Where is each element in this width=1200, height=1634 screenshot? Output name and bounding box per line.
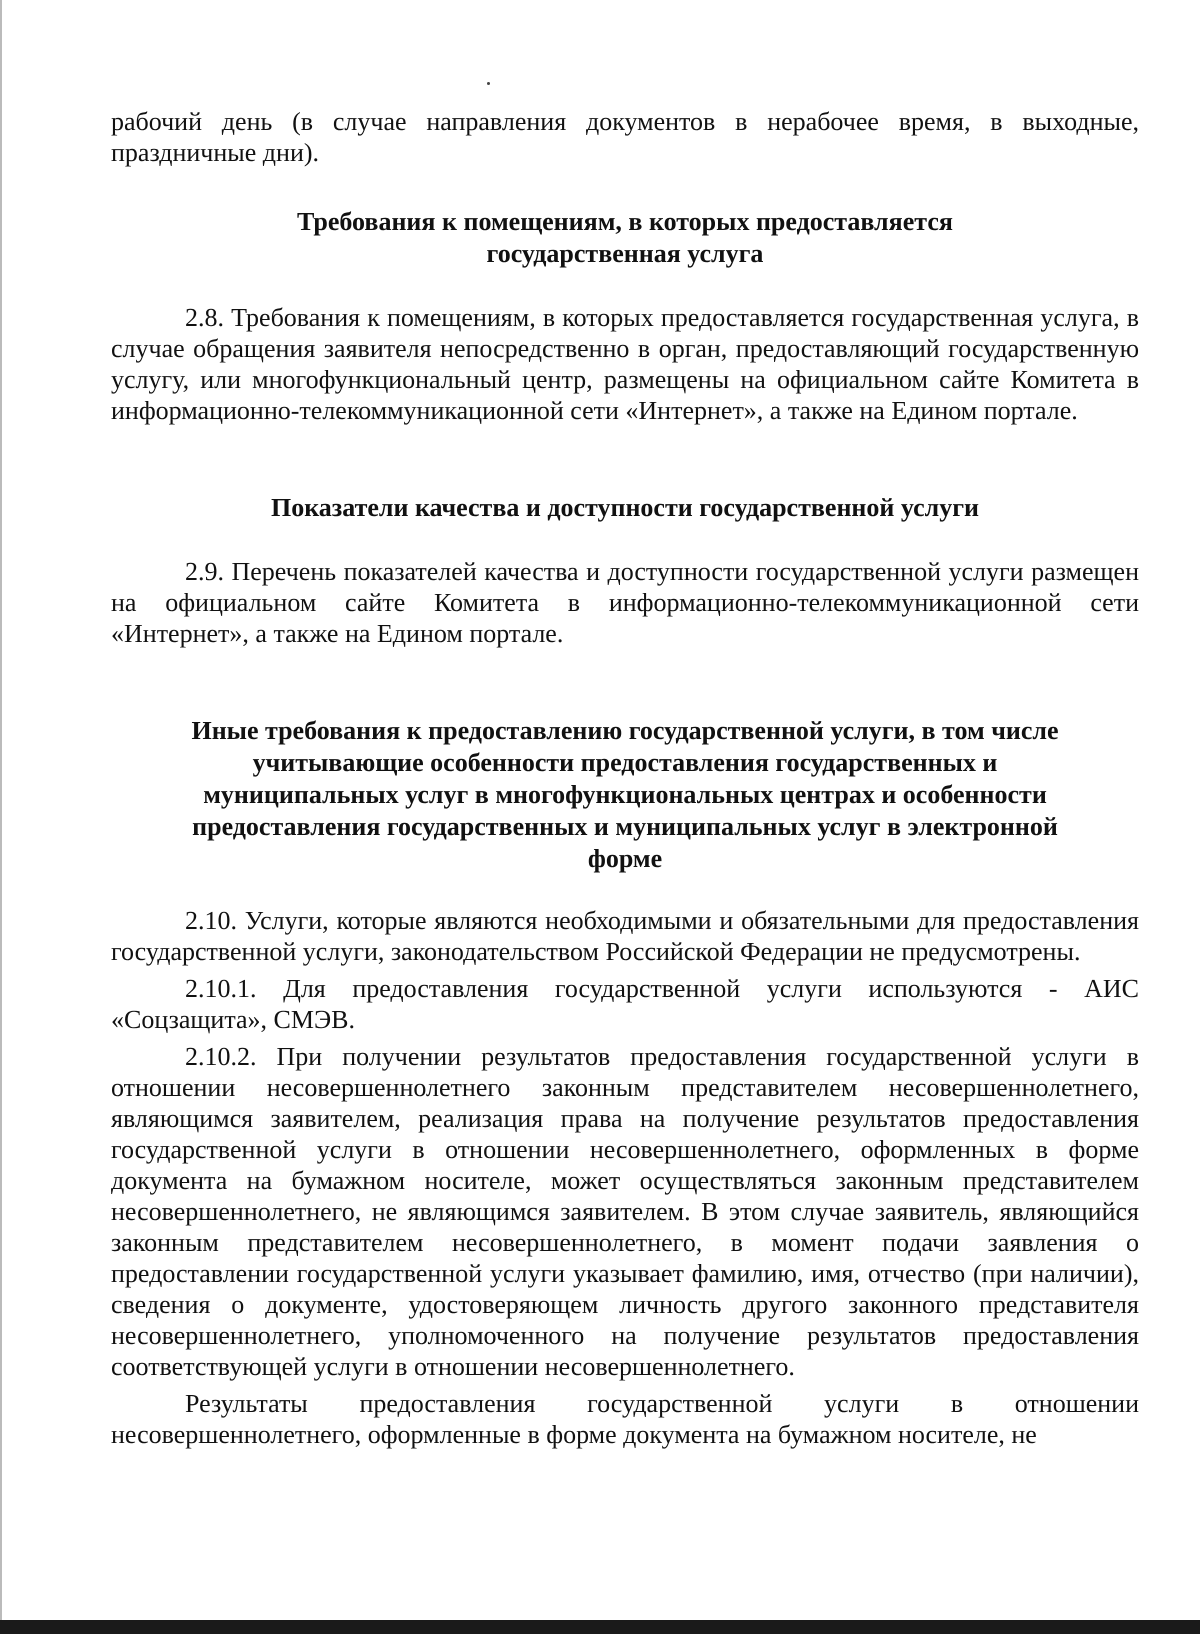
paragraph-intro: рабочий день (в случае направления документов в нерабочее время, в выходные, праздничные дни). (111, 107, 1139, 167)
paragraph-2-10: 2.10. Услуги, которые являются необходимыми и обязательными для предоставления государственной услуги, законодательством Российской Федерации не предусмотрены. (111, 906, 1139, 966)
heading-quality-indicators (111, 492, 1139, 524)
paragraph-2-10-1: 2.10.1. Для предоставления государственной услуги используются - АИС «Соцзащита», СМЭВ. (111, 974, 1139, 1034)
paragraph-2-9: 2.9. Перечень показателей качества и доступности государственной услуги размещен на официальном сайте Комитета в информационно-телекоммуникационной сети «Интернет», а также на Едином портале. (111, 557, 1139, 648)
heading-line: Иные требования к предоставлению государственной услуги, в том числе (191, 716, 1059, 745)
heading-other-requirements (111, 715, 1139, 875)
scan-speck (487, 82, 490, 85)
paragraph-2-8: 2.8. Требования к помещениям, в которых предоставляется государственная услуга, в случае обращения заявителя непосредственно в орган, предоставляющий государственную услугу, или многофункциональный центр, размещены на официальном сайте Комитета в информационно-телекоммуникационной сети «Интернет», а также на Едином портале. (111, 303, 1139, 425)
heading-line: предоставления государственных и муниципальных услуг в электронной (192, 812, 1058, 841)
heading-line: форме (587, 844, 663, 873)
heading-premises-requirements (111, 206, 1139, 270)
paragraph-results: Результаты предоставления государственной услуги в отношении несовершеннолетнего, оформленные в форме документа на бумажном носителе, не (111, 1389, 1139, 1449)
document-body (111, 106, 1139, 1450)
scan-left-edge (0, 0, 2, 1634)
heading-line: государственная услуга (486, 239, 764, 268)
heading-line: Требования к помещениям, в которых предоставляется (297, 207, 953, 236)
heading-line: учитывающие особенности предоставления государственных и (252, 748, 998, 777)
heading-line: муниципальных услуг в многофункциональных центрах и особенности (203, 780, 1047, 809)
heading-line: Показатели качества и доступности государственной услуги (270, 493, 980, 522)
scan-bottom-edge (0, 1620, 1200, 1634)
paragraph-2-10-2: 2.10.2. При получении результатов предоставления государственной услуги в отношении несовершеннолетнего законным представителем несовершеннолетнего, являющимся заявителем, реализация права на получение результатов предоставления государственной услуги в отношении несовершеннолетнего, оформленных в форме документа на бумажном носителе, может осуществляться законным представителем несовершеннолетнего, не являющимся заявителем. В этом случае заявитель, являющийся законным представителем несовершеннолетнего, в момент подачи заявления о предоставлении государственной услуги указывает фамилию, имя, отчество (при наличии), сведения о документе, удостоверяющем личность другого законного представителя несовершеннолетнего, уполномоченного на получение результатов предоставления соответствующей услуги в отношении несовершеннолетнего. (111, 1042, 1139, 1381)
